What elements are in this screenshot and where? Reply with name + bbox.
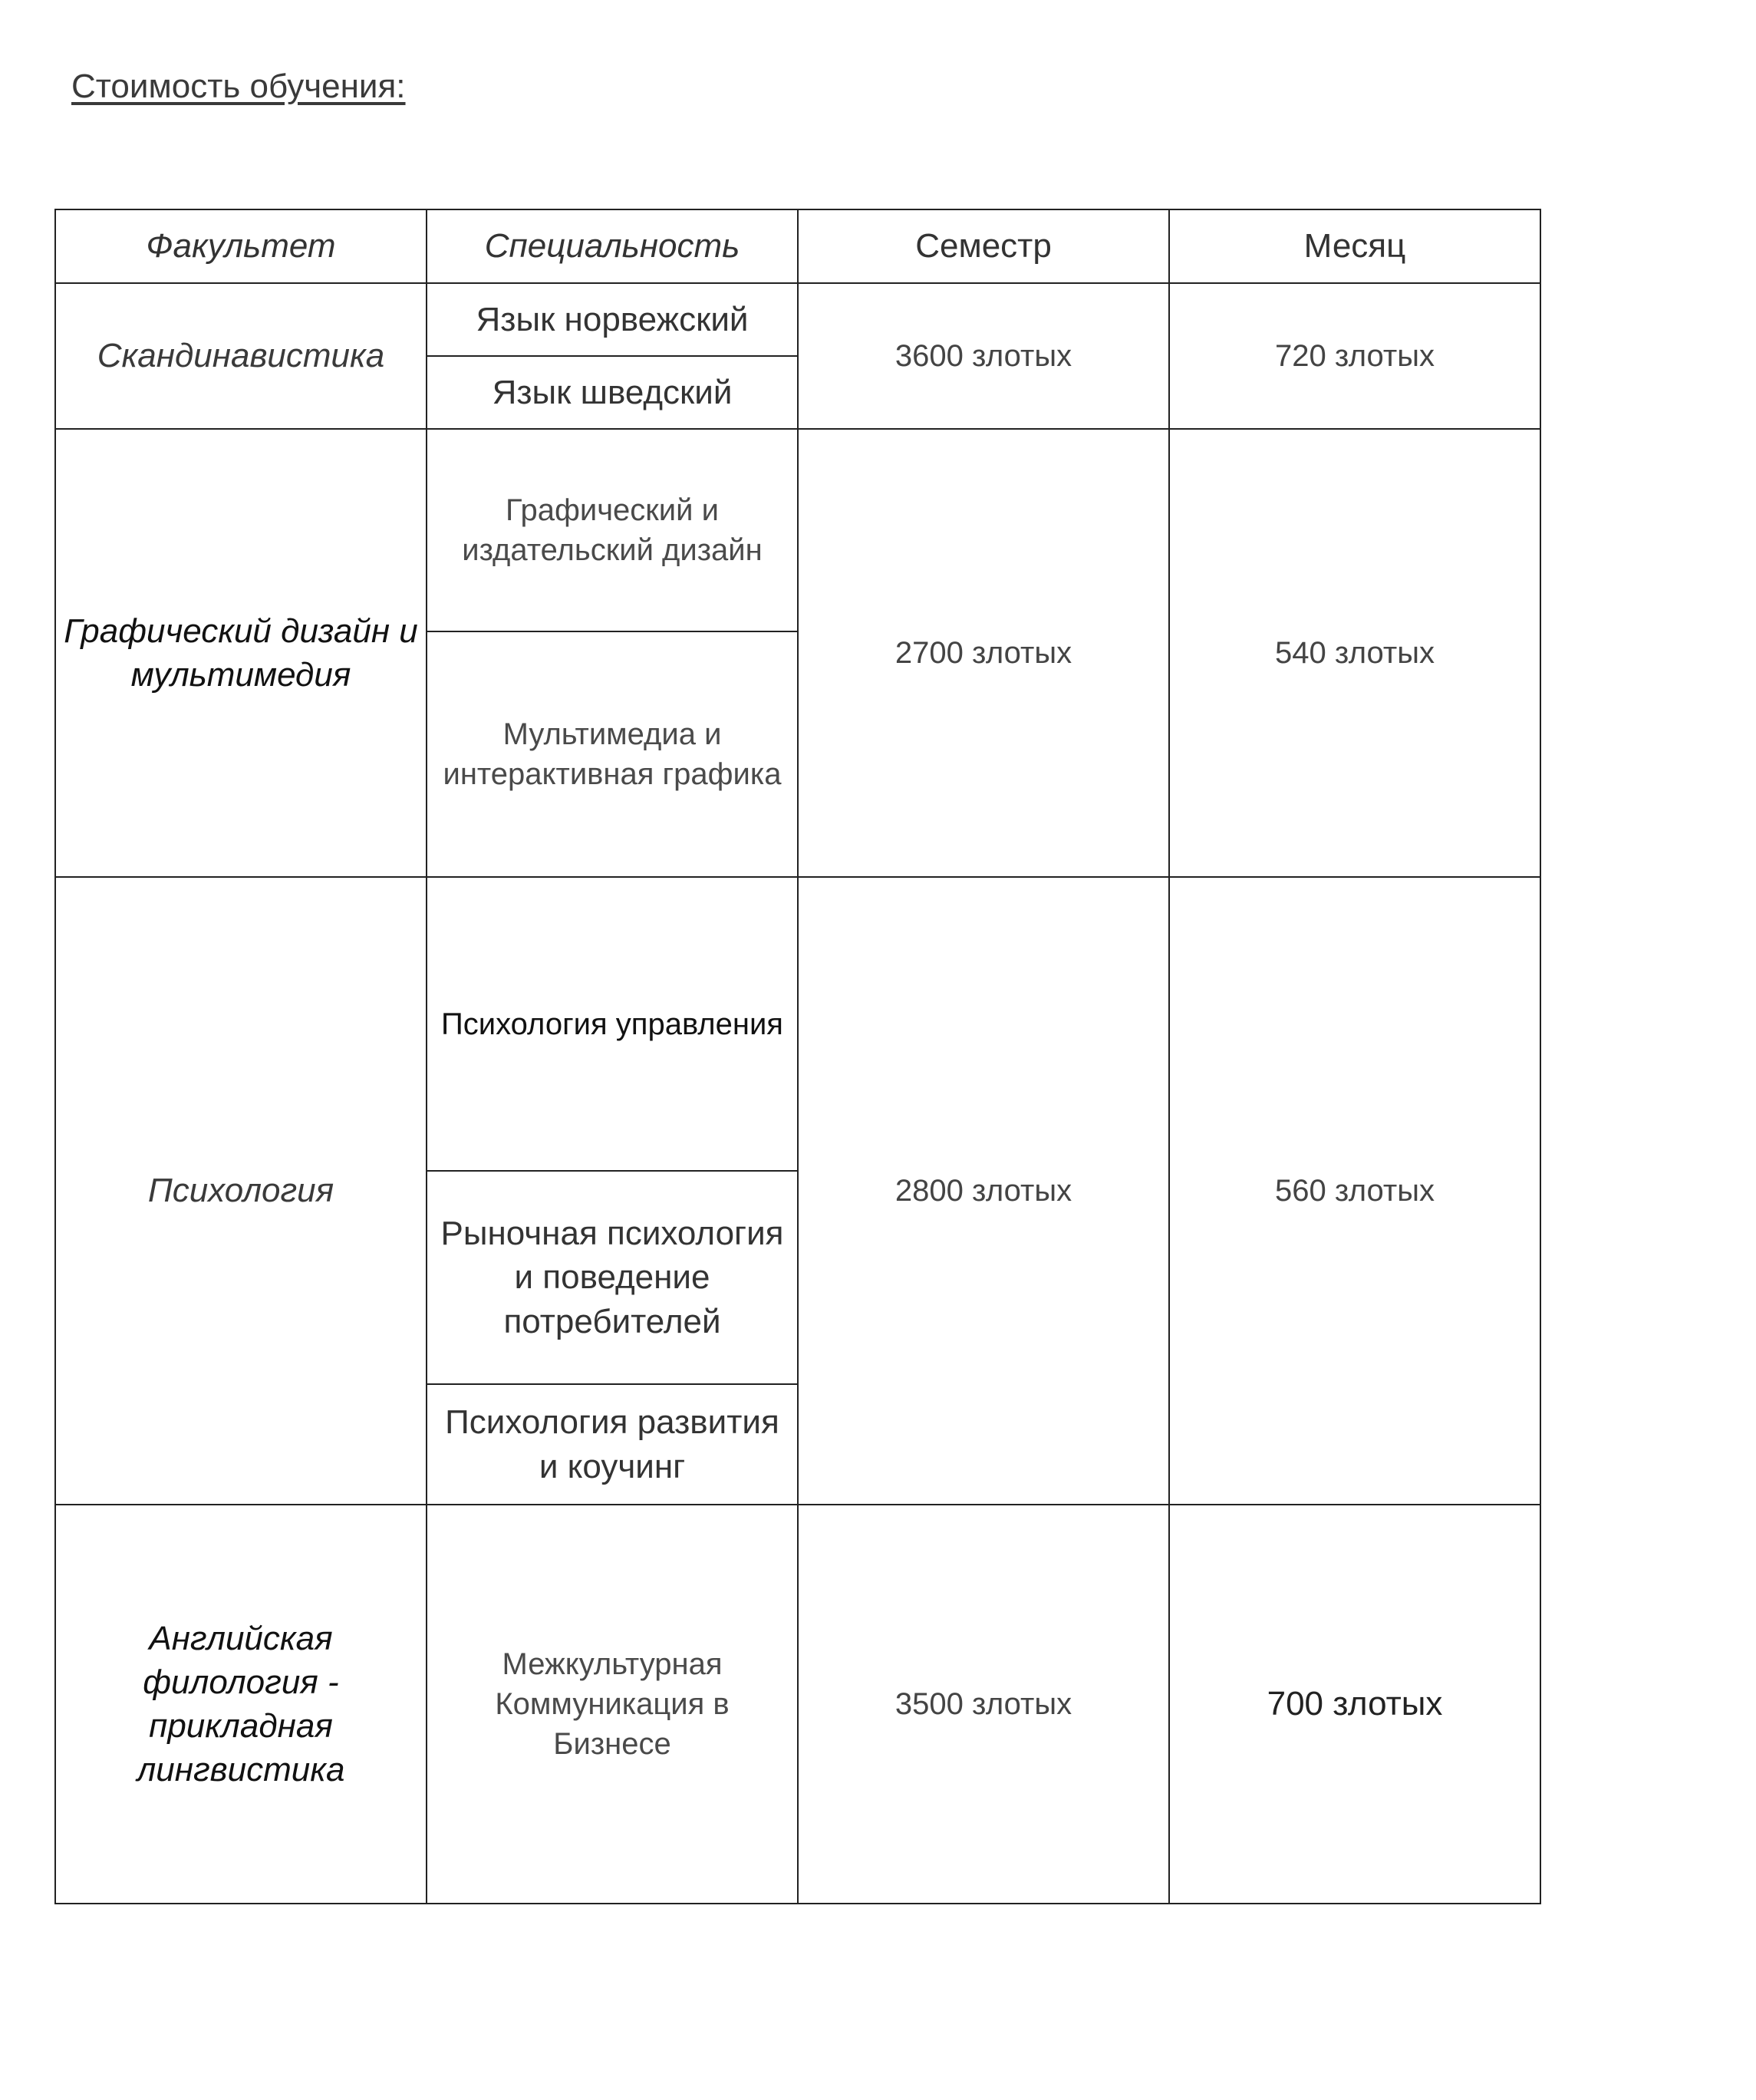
faculty-cell: Графический дизайн и мультимедия [55,429,427,877]
semester-price-cell: 2800 злотых [798,877,1169,1505]
month-price-cell: 560 злотых [1169,877,1540,1505]
semester-price-cell: 3500 злотых [798,1505,1169,1904]
specialty-cell: Язык шведский [427,356,798,429]
month-price-cell: 720 злотых [1169,283,1540,429]
specialty-cell: Рыночная психология и поведение потребителей [427,1171,798,1384]
specialty-cell: Психология управления [427,877,798,1171]
faculty-cell: Психология [55,877,427,1505]
specialty-cell: Межкультурная Коммуникация в Бизнесе [427,1505,798,1904]
header-specialty: Специальность [427,209,798,283]
faculty-cell: Английская филология - прикладная лингвистика [55,1505,427,1904]
header-semester: Семестр [798,209,1169,283]
table-row [55,283,1540,356]
month-price-cell: 700 злотых [1169,1505,1540,1904]
page-title: Стоимость обучения: [71,68,406,105]
header-faculty: Факультет [55,209,427,283]
specialty-cell: Язык норвежский [427,283,798,356]
table-row [55,429,1540,631]
tuition-table [54,209,1541,1904]
semester-price-cell: 3600 злотых [798,283,1169,429]
specialty-cell: Графический и издательский дизайн [427,429,798,631]
specialty-cell: Мультимедиа и интерактивная графика [427,631,798,877]
header-month: Месяц [1169,209,1540,283]
table-header-row [55,209,1540,283]
table-row [55,877,1540,1171]
semester-price-cell: 2700 злотых [798,429,1169,877]
faculty-cell: Скандинавистика [55,283,427,429]
table-row [55,1505,1540,1904]
specialty-cell: Психология развития и коучинг [427,1384,798,1505]
month-price-cell: 540 злотых [1169,429,1540,877]
